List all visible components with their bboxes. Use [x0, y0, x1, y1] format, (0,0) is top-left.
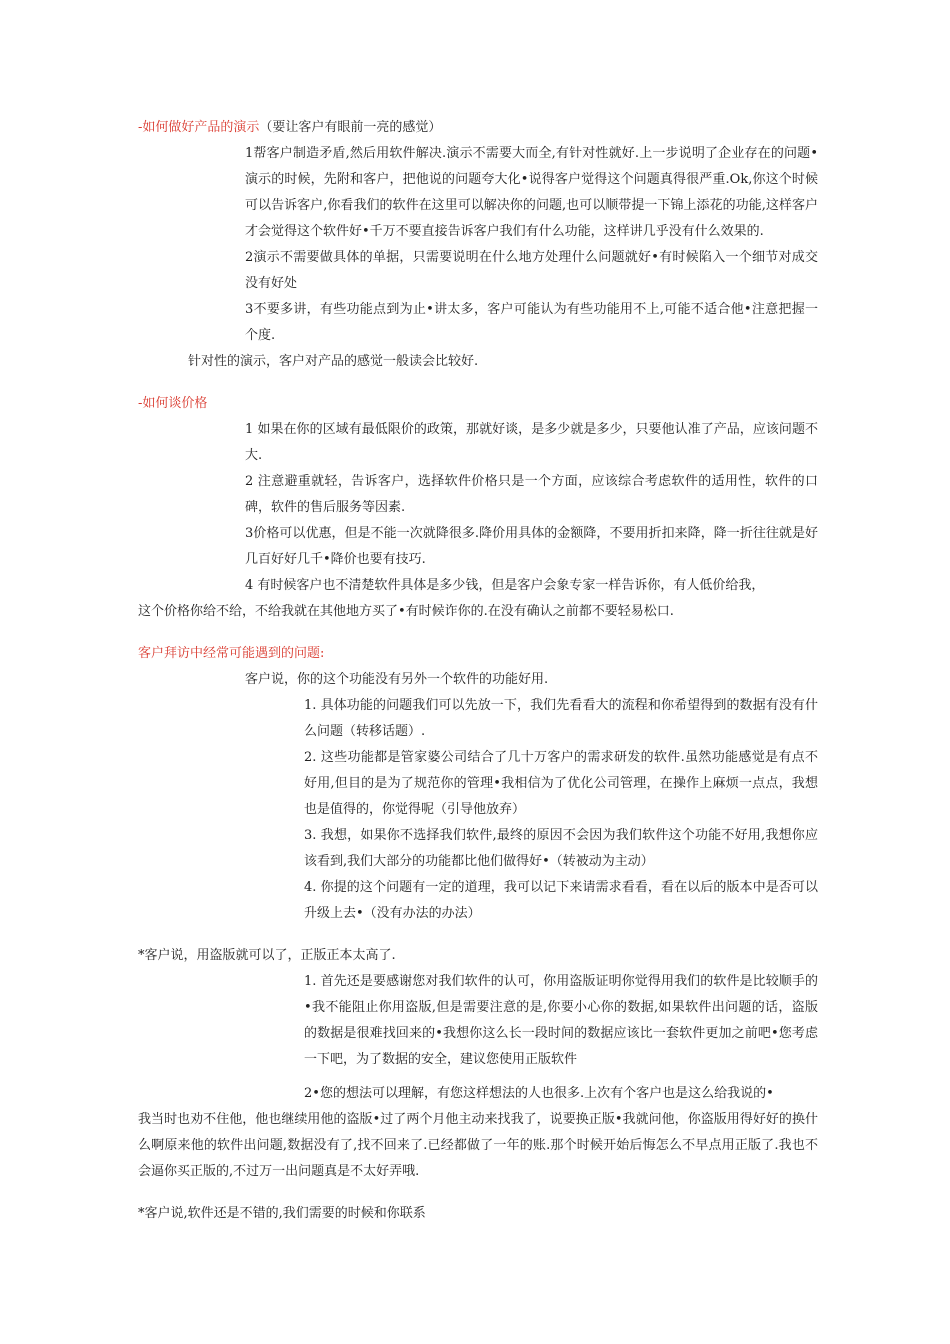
customer-question: *客户说，用盗版就可以了，正版正本太高了. — [138, 948, 396, 963]
paragraph-line: 这个价格你给不给，不给我就在其他地方买了•有时候诈你的.在没有确认之前都不要轻易松口. — [138, 604, 674, 619]
answer-item: 1. 首先还是要感谢您对我们软件的认可，你用盗版证明你觉得用我们的软件是比较顺手的•我不能阻止你用盗版,但是需要注意的是,你要小心你的数据,如果软件出问题的话，盗版的数据是很难找回来的•我想你这么长一段时间的数据应该比一套软件更加之前吧•您考虑一下吧，为了数据的安全，建议您使用正版软件 — [304, 974, 818, 1067]
customer-question: 客户说，你的这个功能没有另外一个软件的功能好用. — [245, 672, 549, 687]
answer-item-line: 2•您的想法可以理解，有您这样想法的人也很多.上次有个客户也是这么给我说的• — [304, 1086, 774, 1101]
answer-item: 1. 具体功能的问题我们可以先放一下，我们先看看大的流程和你希望得到的数据有没有什么问题（转移话题）. — [304, 698, 818, 739]
paragraph: 3价格可以优惠，但是不能一次就降很多.降价用具体的金额降，不要用折扣来降，降一折往往就是好几百好好几千•降价也要有技巧. — [245, 526, 818, 567]
section-heading-demo — [138, 115, 818, 141]
paragraph: 针对性的演示，客户对产品的感觉一般读会比较好. — [188, 354, 479, 369]
document-body — [138, 115, 818, 1227]
paragraph: 2演示不需要做具体的单据，只需要说明在什么地方处理什么问题就好•有时候陷入一个细节对成交没有好处 — [245, 250, 818, 291]
section-heading-price: -如何谈价格 — [138, 396, 208, 411]
heading-note: （要让客户有眼前一亮的感觉） — [259, 120, 442, 135]
answer-item-continued: 我当时也劝不住他，他也继续用他的盗版•过了两个月他主动来找我了，说要换正版•我就问他，你盗版用得好好的换什么啊原来他的软件出问题,数据没有了,找不回来了.已经都做了一年的账.那个时候开始后悔怎么不早点用正版了.我也不会逼你买正版的,不过万一出问题真是不太好弄哦. — [138, 1112, 818, 1179]
heading-title: -如何做好产品的演示 — [138, 120, 260, 135]
paragraph-line: 4 有时候客户也不清楚软件具体是多少钱，但是客户会象专家一样告诉你，有人低价给我， — [245, 578, 765, 593]
section-heading-visit: 客户拜访中经常可能遇到的问题: — [138, 646, 325, 661]
paragraph: 2 注意避重就轻，告诉客户，选择软件价格只是一个方面，应该综合考虑软件的适用性，软件的口碑，软件的售后服务等因素. — [245, 474, 818, 515]
customer-question: *客户说,软件还是不错的,我们需要的时候和你联系 — [138, 1206, 426, 1221]
paragraph: 1 如果在你的区域有最低限价的政策，那就好谈，是多少就是多少，只要他认准了产品，应该问题不大. — [245, 422, 818, 463]
answer-item: 2. 这些功能都是管家婆公司结合了几十万客户的需求研发的软件.虽然功能感觉是有点不好用,但目的是为了规范你的管理•我相信为了优化公司管理，在操作上麻烦一点点，我想也是值得的，你觉得呢（引导他放弃） — [304, 750, 818, 817]
paragraph: 3不要多讲，有些功能点到为止•讲太多，客户可能认为有些功能用不上,可能不适合他•注意把握一个度. — [245, 302, 818, 343]
answer-item: 4. 你提的这个问题有一定的道理，我可以记下来请需求看看，看在以后的版本中是否可以升级上去•（没有办法的办法） — [304, 880, 818, 921]
paragraph: 1帮客户制造矛盾,然后用软件解决.演示不需要大而全,有针对性就好.上一步说明了企业存在的问题•演示的时候，先附和客户，把他说的问题夸大化•说得客户觉得这个问题真得很严重.Ok,你这个时候可以告诉客户,你看我们的软件在这里可以解决你的问题,也可以顺带提一下锦上添花的功能,这样客户才会觉得这个软件好•千万不要直接告诉客户我们有什么功能，这样讲几乎没有什么效果的. — [245, 146, 818, 239]
answer-item: 3. 我想，如果你不选择我们软件,最终的原因不会因为我们软件这个功能不好用,我想你应该看到,我们大部分的功能都比他们做得好•（转被动为主动） — [304, 828, 818, 869]
